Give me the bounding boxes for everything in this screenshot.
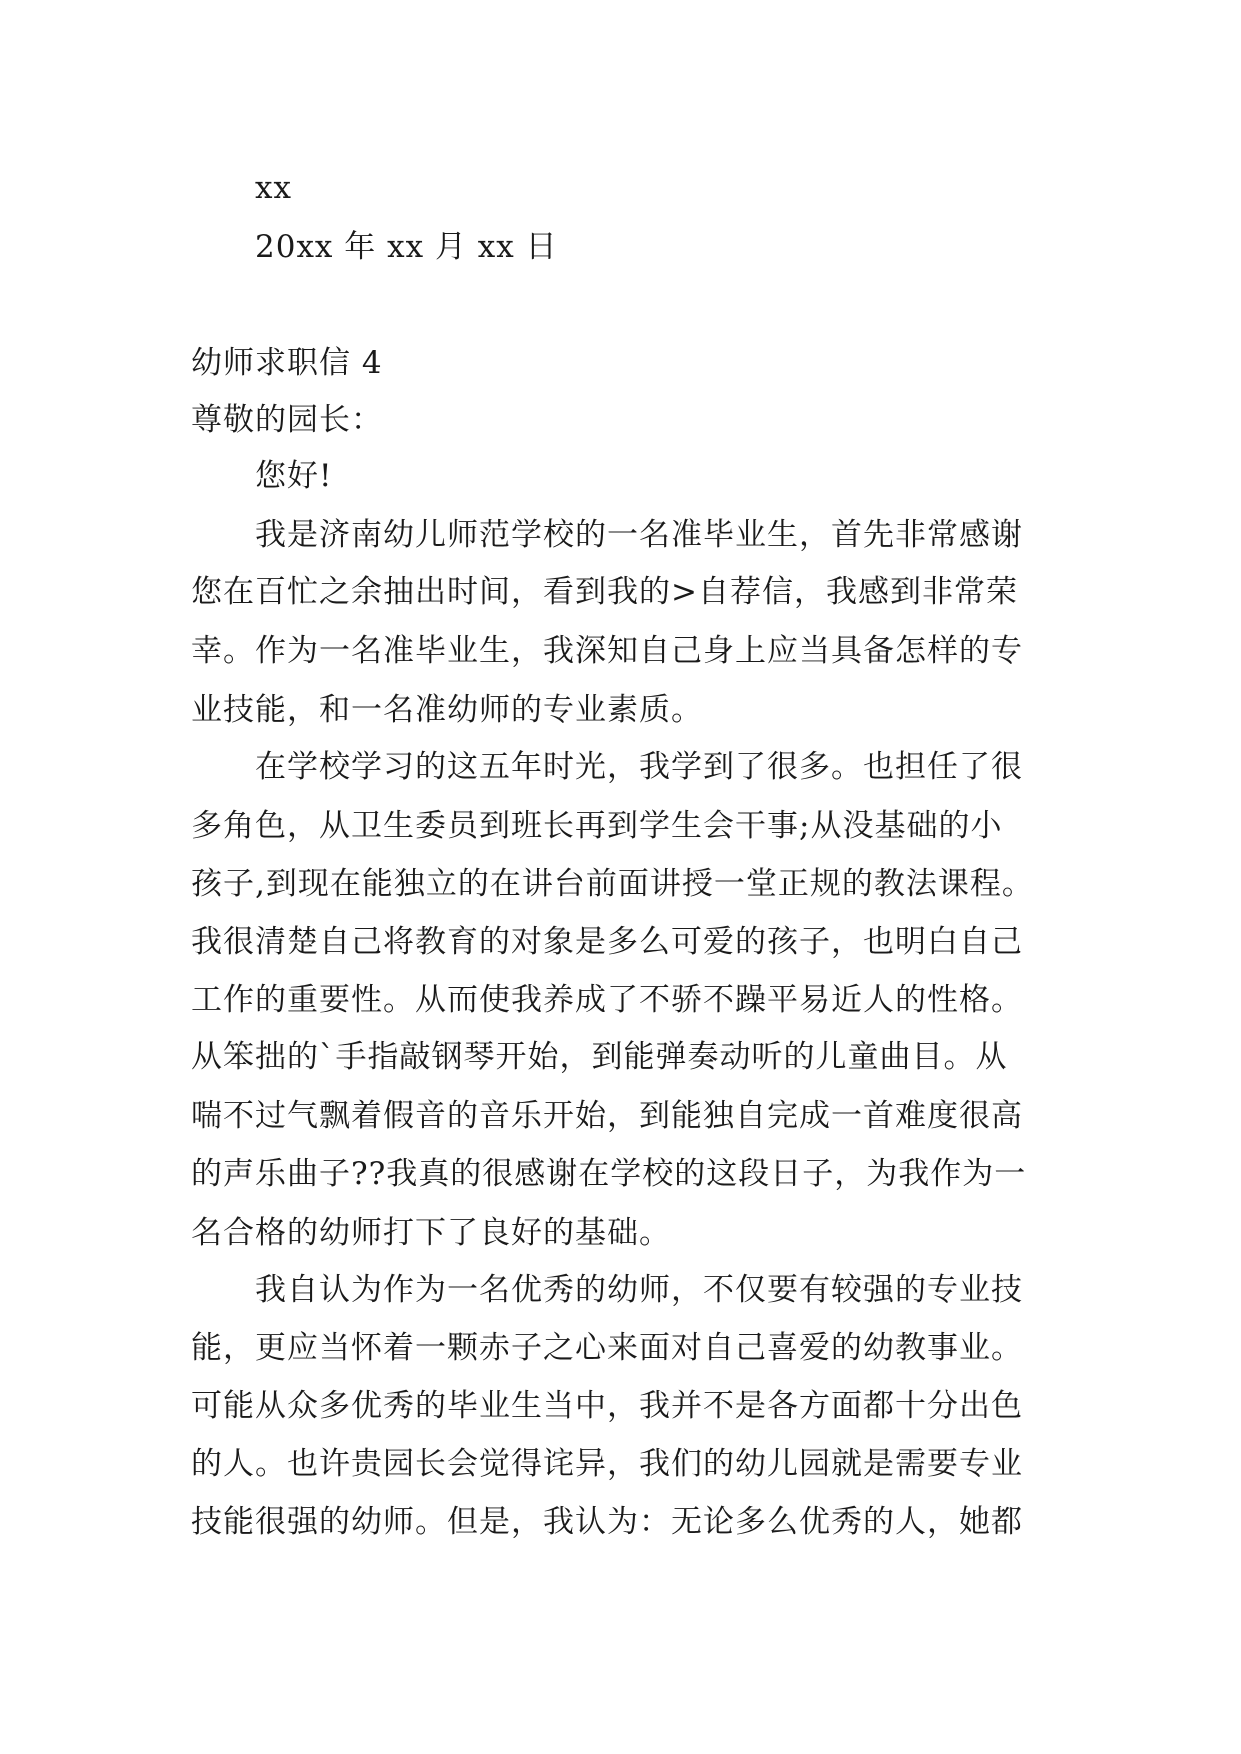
signature-name: xx xyxy=(255,170,292,206)
paragraph-line: 的人。也许贵园长会觉得诧异，我们的幼儿园就是需要专业 xyxy=(191,1446,1023,1482)
paragraph-line: 我是济南幼儿师范学校的一名准毕业生，首先非常感谢 xyxy=(255,517,1023,553)
paragraph-line: 多角色，从卫生委员到班长再到学生会干事;从没基础的小 xyxy=(191,808,1003,844)
letter-title: 幼师求职信 4 xyxy=(191,345,383,381)
paragraph-line: 名合格的幼师打下了良好的基础。 xyxy=(191,1215,671,1251)
paragraph-line: 喘不过气飘着假音的音乐开始，到能独自完成一首难度很高 xyxy=(191,1098,1023,1134)
paragraph-line: 我很清楚自己将教育的对象是多么可爱的孩子，也明白自己 xyxy=(191,924,1023,960)
paragraph-line: 在学校学习的这五年时光，我学到了很多。也担任了很 xyxy=(255,749,1023,785)
paragraph-line: 技能很强的幼师。但是，我认为：无论多么优秀的人，她都 xyxy=(191,1504,1023,1540)
paragraph-line: 幸。作为一名准毕业生，我深知自己身上应当具备怎样的专 xyxy=(191,633,1023,669)
paragraph-line: 可能从众多优秀的毕业生当中，我并不是各方面都十分出色 xyxy=(191,1388,1023,1424)
paragraph-line: 从笨拙的`手指敲钢琴开始，到能弹奏动听的儿童曲目。从 xyxy=(191,1039,1008,1075)
paragraph-line: 工作的重要性。从而使我养成了不骄不躁平易近人的性格。 xyxy=(191,982,1023,1018)
paragraph-line: 能，更应当怀着一颗赤子之心来面对自己喜爱的幼教事业。 xyxy=(191,1330,1023,1366)
paragraph-line: 的声乐曲子??我真的很感谢在学校的这段日子，为我作为一 xyxy=(191,1156,1027,1192)
greeting: 您好! xyxy=(255,458,333,494)
salutation: 尊敬的园长： xyxy=(191,402,383,438)
paragraph-line: 我自认为作为一名优秀的幼师，不仅要有较强的专业技 xyxy=(255,1272,1023,1308)
paragraph-line: 您在百忙之余抽出时间，看到我的>自荐信，我感到非常荣 xyxy=(191,574,1018,610)
paragraph-line: 孩子,到现在能独立的在讲台前面讲授一堂正规的教法课程。 xyxy=(191,866,1034,902)
signature-date: 20xx 年 xx 月 xx 日 xyxy=(255,229,558,265)
paragraph-line: 业技能，和一名准幼师的专业素质。 xyxy=(191,692,703,728)
